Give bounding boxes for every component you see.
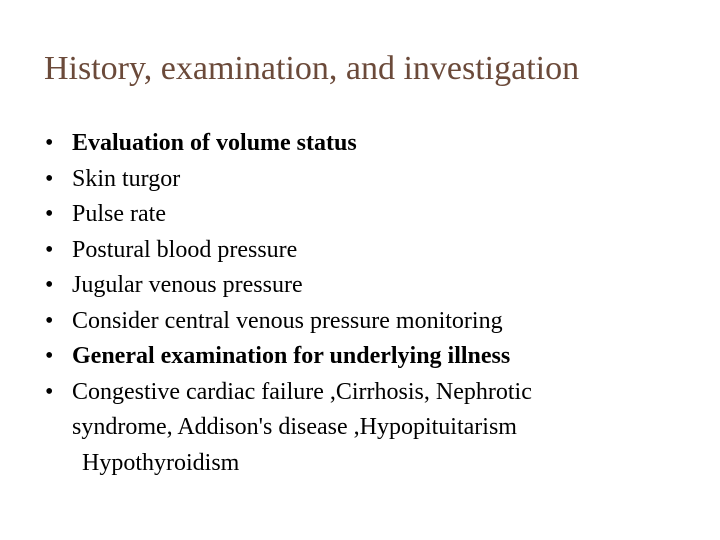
bullet-dot-icon: • — [45, 236, 54, 263]
bullet-text: Pulse rate — [72, 201, 166, 227]
bullet-text: Skin turgor — [72, 165, 181, 192]
bullet-dot-icon: • — [45, 130, 54, 156]
slide-title: History, examination, and investigation — [44, 50, 580, 87]
bullet-text-continued: Hypothyroidism — [82, 449, 240, 476]
bullet-text: Postural blood pressure — [72, 236, 298, 263]
bullet-dot-icon: • — [45, 343, 54, 369]
bullet-dot-icon: • — [45, 201, 54, 227]
bullet-text: Congestive cardiac failure ,Cirrhosis, Nephrotic — [72, 378, 532, 405]
bullet-dot-icon: • — [45, 378, 54, 405]
bullet-item — [45, 268, 705, 304]
bullet-text: General examination for underlying illness — [72, 343, 511, 369]
bullet-text-continued: syndrome, Addison's disease ,Hypopituitarism — [72, 414, 517, 440]
bullet-dot-icon: • — [45, 165, 54, 192]
bullet-item — [45, 162, 705, 198]
bullet-text: Evaluation of volume status — [72, 130, 357, 156]
bullet-list — [45, 126, 705, 481]
bullet-item — [45, 375, 705, 482]
bullet-item — [45, 197, 705, 233]
bullet-item — [45, 233, 705, 269]
bullet-item — [45, 339, 705, 375]
bullet-dot-icon: • — [45, 307, 54, 334]
bullet-dot-icon: • — [45, 272, 54, 298]
bullet-text: Jugular venous pressure — [72, 272, 303, 298]
bullet-text: Consider central venous pressure monitoring — [72, 307, 503, 334]
bullet-item — [45, 304, 705, 340]
bullet-item — [45, 126, 705, 162]
